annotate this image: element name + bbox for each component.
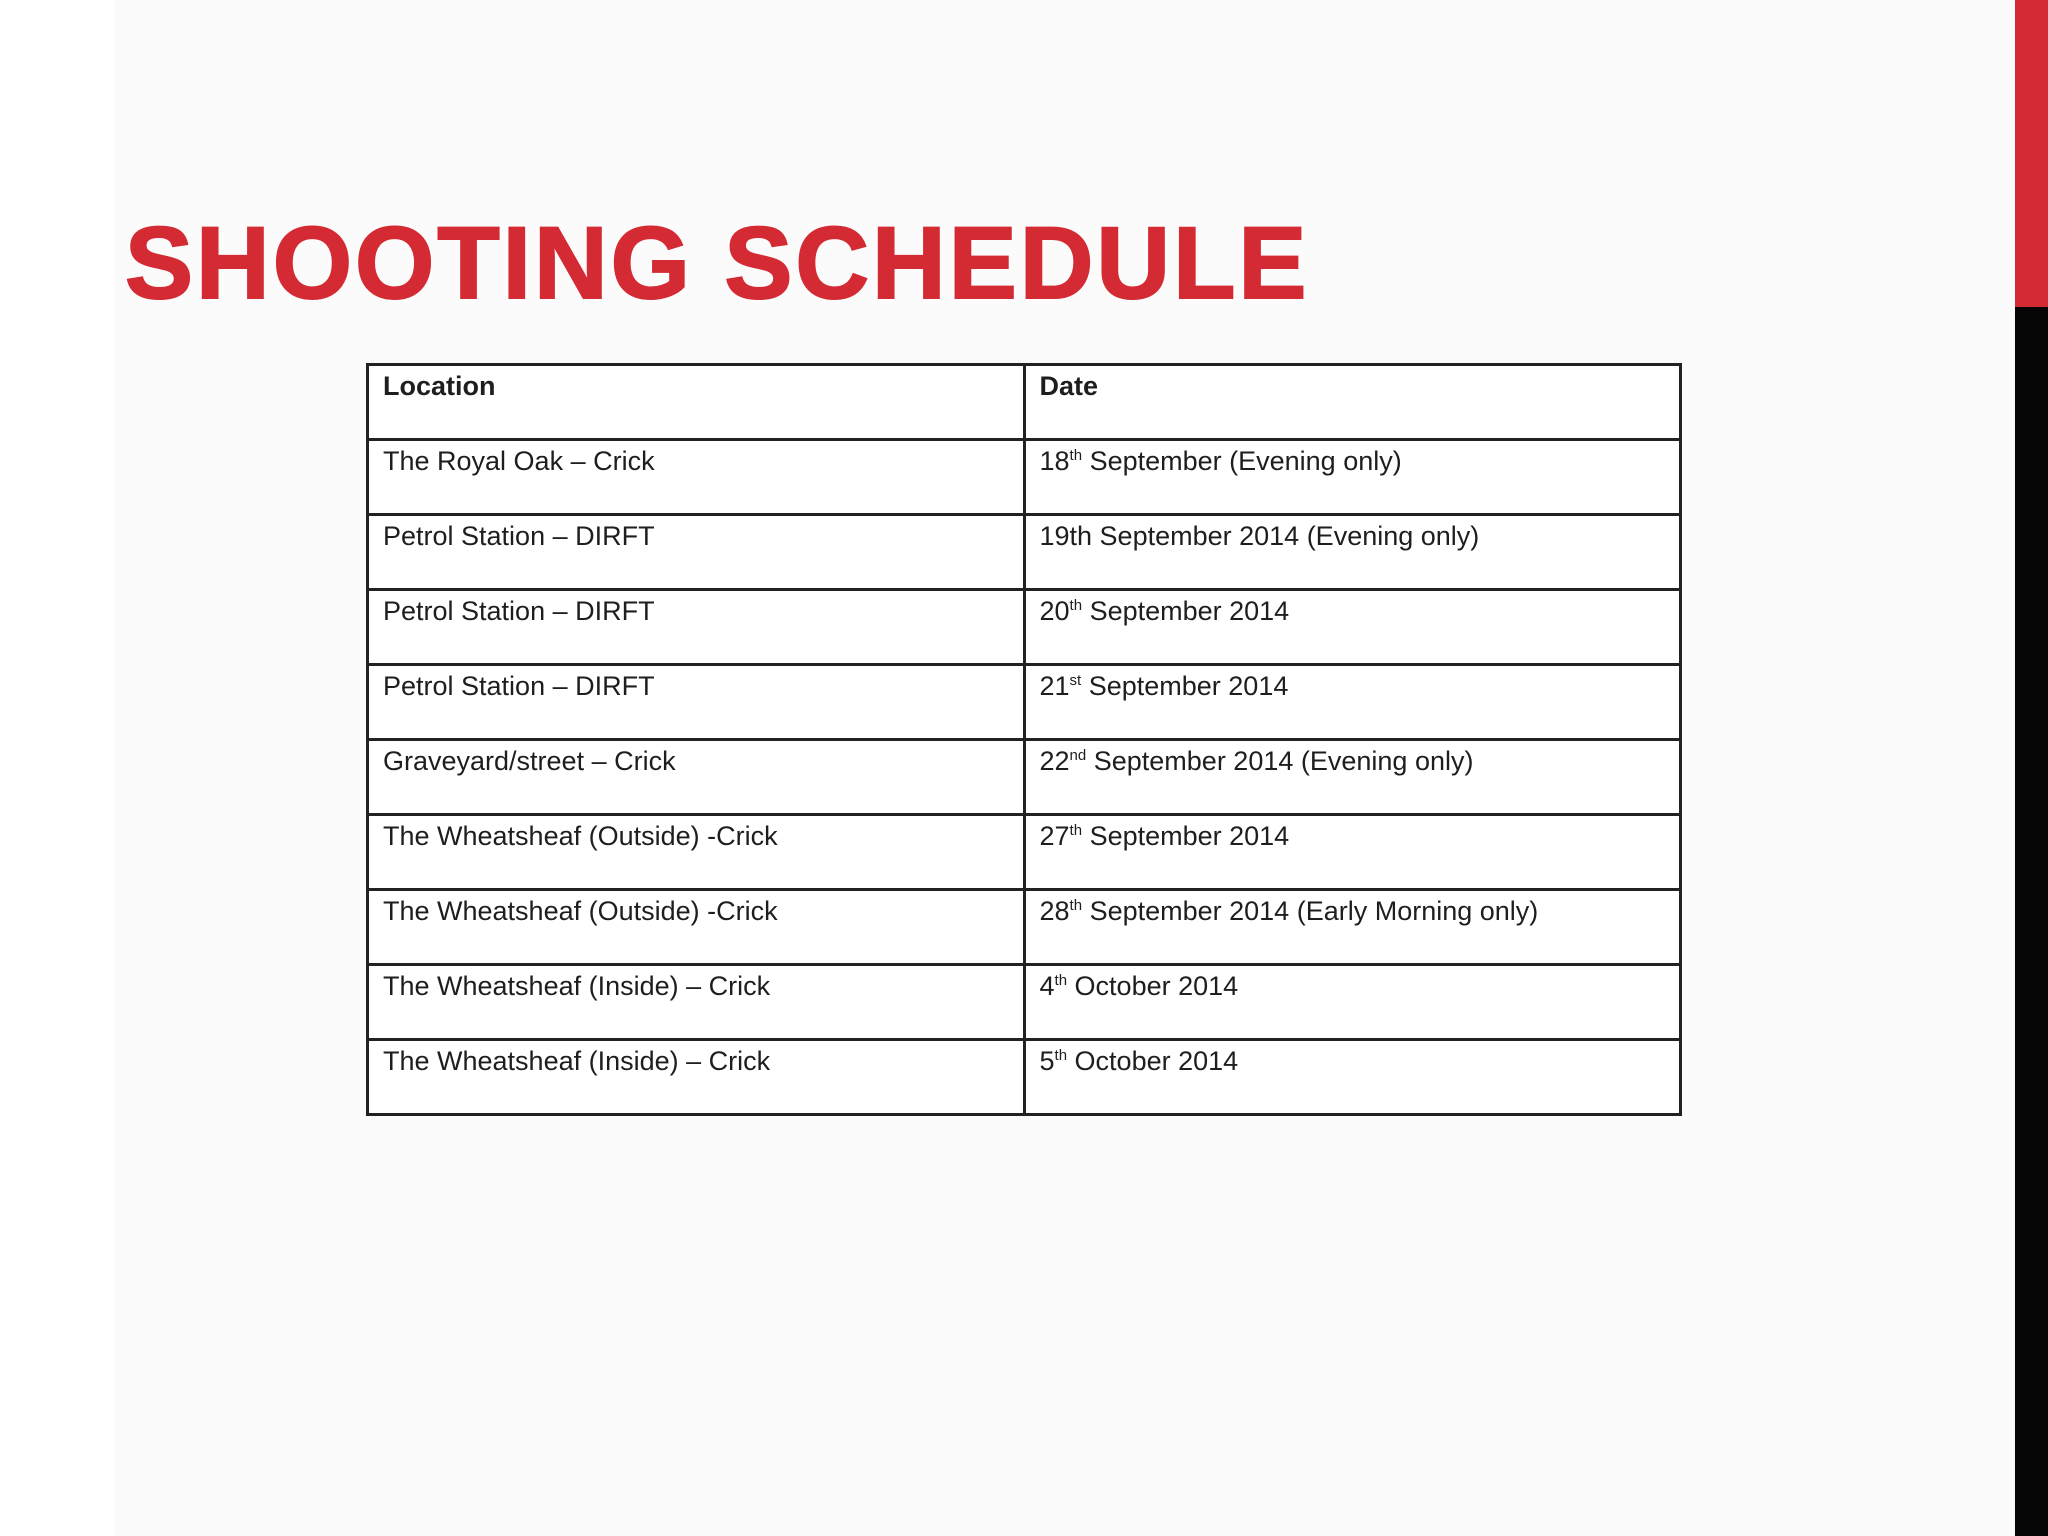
date-rest: September (Evening only)	[1082, 446, 1402, 476]
date-suffix: th	[1054, 972, 1068, 989]
date-suffix: st	[1069, 672, 1082, 689]
slide-title: SHOOTING SCHEDULE	[125, 206, 1310, 320]
date-day: 19th September 2014 (Evening only)	[1039, 521, 1480, 551]
date-rest: September 2014 (Early Morning only)	[1082, 896, 1539, 926]
table-row	[368, 1040, 1681, 1115]
date-cell	[1024, 1040, 1681, 1115]
date-rest: October 2014	[1067, 971, 1239, 1001]
dark-side-bar	[2015, 307, 2048, 1536]
date-day: 18	[1039, 446, 1070, 476]
table-row	[368, 590, 1681, 665]
location-cell: The Wheatsheaf (Inside) – Crick	[368, 965, 1025, 1040]
location-cell: Petrol Station – DIRFT	[368, 515, 1025, 590]
date-day: 4	[1039, 971, 1055, 1001]
date-day: 20	[1039, 596, 1070, 626]
table-row	[368, 890, 1681, 965]
date-day: 22	[1039, 746, 1070, 776]
table-row	[368, 665, 1681, 740]
schedule-table	[366, 363, 1682, 1116]
date-cell	[1024, 815, 1681, 890]
location-cell: The Wheatsheaf (Outside) -Crick	[368, 890, 1025, 965]
location-cell: The Royal Oak – Crick	[368, 440, 1025, 515]
location-cell: Petrol Station – DIRFT	[368, 590, 1025, 665]
date-cell	[1024, 890, 1681, 965]
date-cell	[1024, 440, 1681, 515]
location-cell: The Wheatsheaf (Outside) -Crick	[368, 815, 1025, 890]
table-row	[368, 965, 1681, 1040]
table-row	[368, 740, 1681, 815]
date-suffix: th	[1069, 597, 1083, 614]
date-suffix: th	[1054, 1047, 1068, 1064]
date-day: 27	[1039, 821, 1070, 851]
date-suffix: th	[1069, 822, 1083, 839]
accent-bar	[2015, 0, 2048, 307]
date-cell	[1024, 740, 1681, 815]
date-day: 21	[1039, 671, 1070, 701]
date-rest: September 2014	[1081, 671, 1289, 701]
location-cell: Graveyard/street – Crick	[368, 740, 1025, 815]
location-cell: The Wheatsheaf (Inside) – Crick	[368, 1040, 1025, 1115]
table-header-row	[368, 365, 1681, 440]
location-cell: Petrol Station – DIRFT	[368, 665, 1025, 740]
date-suffix: nd	[1069, 747, 1087, 764]
table-row	[368, 815, 1681, 890]
date-rest: October 2014	[1067, 1046, 1239, 1076]
header-date: Date	[1024, 365, 1681, 440]
date-rest: September 2014	[1082, 821, 1290, 851]
table-row	[368, 440, 1681, 515]
date-cell	[1024, 590, 1681, 665]
date-day: 28	[1039, 896, 1070, 926]
date-cell	[1024, 515, 1681, 590]
date-cell	[1024, 665, 1681, 740]
date-suffix: th	[1069, 897, 1083, 914]
date-rest: September 2014	[1082, 596, 1290, 626]
date-day: 5	[1039, 1046, 1055, 1076]
date-suffix: th	[1069, 447, 1083, 464]
date-rest: September 2014 (Evening only)	[1086, 746, 1474, 776]
date-cell	[1024, 965, 1681, 1040]
table-row	[368, 515, 1681, 590]
header-location: Location	[368, 365, 1025, 440]
